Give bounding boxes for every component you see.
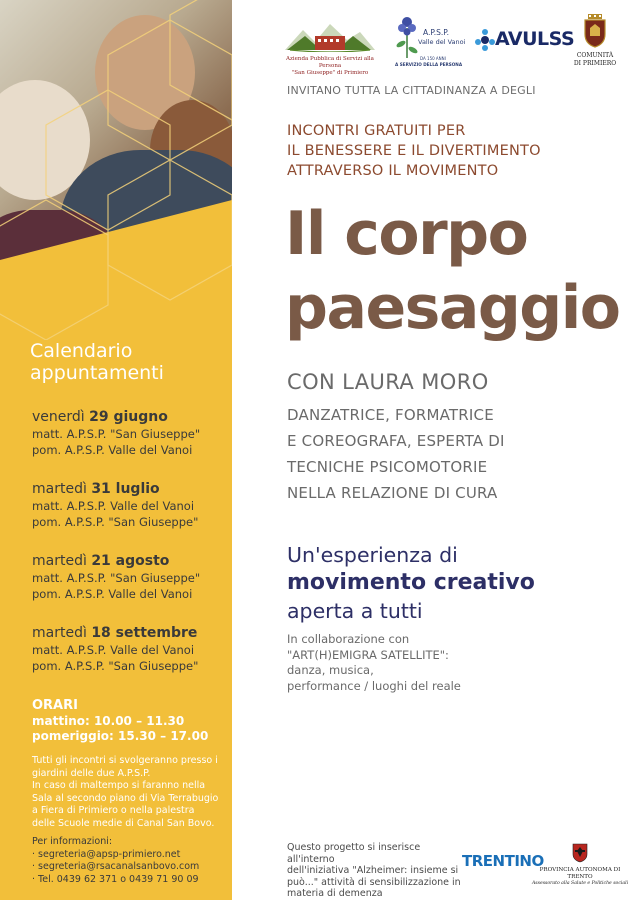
project-line: materia di demenza [287,888,383,899]
subtitle-line: IL BENESSERE E IL DIVERTIMENTO [287,143,541,159]
venue-note [32,755,232,830]
event-date: venerdì 29 giugno [32,409,168,425]
note-line: In caso di maltempo si faranno nella [32,780,206,791]
main-title [285,197,620,345]
mountain-building-icon [285,20,375,52]
experience-headline [287,541,535,625]
logo-text: COMUNITÀ [576,52,614,59]
title-line: Il corpo [285,199,528,269]
headline-line: Un'esperienza di [287,543,458,567]
coat-of-arms-icon [582,14,608,48]
collab-line: danza, musica, [287,663,374,677]
bio-line: TECNICHE PSICOMOTORIE [287,458,488,476]
event-date: martedì 21 agosto [32,553,170,569]
project-line: dell'iniziativa "Alzheimer: insieme si [287,865,459,876]
note-line: giardini delle due A.P.S.P. [32,767,151,779]
avulss-logo [475,27,575,57]
bio-line: NELLA RELAZIONE DI CURA [287,484,498,502]
collab-line: In collaborazione con [287,632,410,646]
eagle-shield-icon [572,843,588,863]
contact-email[interactable]: · segreteria@apsp-primiero.net [32,848,181,860]
project-line: Questo progetto si inserisce all'interno [287,842,421,865]
note-line: Tutti gli incontri si svolgeranno presso i [32,755,218,766]
headline-line: movimento creativo [287,570,535,595]
title-line: paesaggio [285,273,620,343]
calendar-title-line: Calendario [30,340,133,362]
invitation-line: INVITANO TUTTA LA CITTADINANZA A DEGLI [287,84,536,97]
event-afternoon: pom. A.P.S.P. "San Giuseppe" [32,659,199,673]
provincia-trento-logo [530,843,630,887]
hexagon-pattern [0,0,232,340]
comunita-primiero-logo [560,14,630,67]
event-afternoon: pom. A.P.S.P. "San Giuseppe" [32,515,199,529]
contact-phone[interactable]: · Tel. 0439 62 371 o 0439 71 90 09 [32,873,199,885]
note-line: Sala al secondo piano di Via Terrabugio [32,792,219,804]
avulss-mark-icon [475,29,495,51]
trentino-logo: TRENTINO [462,852,544,870]
note-line: a Fiera di Primiero o nella palestra [32,805,195,816]
event-morning: matt. A.P.S.P. Valle del Vanoi [32,643,195,657]
event-entry [32,552,227,602]
project-note [287,842,467,900]
collab-line: "ART(H)EMIGRA SATELLITE": [287,647,449,662]
bio-line: DANZATRICE, FORMATRICE [287,406,494,424]
collab-line: performance / luoghi del reale [287,678,461,693]
contact-email[interactable]: · segreteria@rsacanalsanbovo.com [32,861,200,872]
event-entry [32,408,227,458]
provincia-name: PROVINCIA AUTONOMA DI TRENTO [539,867,621,880]
logo-text: Valle del Vanoi [418,38,466,46]
event-morning: matt. A.P.S.P. "San Giuseppe" [32,427,201,441]
collaboration-note [287,632,461,694]
hours-label: ORARI [32,698,78,713]
logo-text: DI PRIMIERO [573,59,617,67]
speaker-bio [287,402,505,506]
event-morning: matt. A.P.S.P. "San Giuseppe" [32,571,201,585]
speaker-name: CON LAURA MORO [287,370,489,394]
event-date: martedì 18 settembre [32,625,198,641]
event-afternoon: pom. A.P.S.P. Valle del Vanoi [32,587,193,601]
logo-caption: Azienda Pubblica di Servizi alla Persona [286,56,374,69]
flower-icon [393,14,421,60]
subtitle-line: ATTRAVERSO IL MOVIMENTO [287,163,499,179]
event-afternoon: pom. A.P.S.P. Valle del Vanoi [32,443,193,457]
event-entry [32,624,227,674]
project-line: può..." attività di sensibilizzazione in [287,876,461,888]
calendar-title [30,340,220,384]
contact-info [32,836,232,886]
event-morning: matt. A.P.S.P. Valle del Vanoi [32,499,195,513]
logo-caption: "San Giuseppe" di Primiero [291,70,369,76]
provincia-dept: Assessorato alla Salute e Politiche sociali [531,881,629,886]
hours-afternoon: pomeriggio: 15.30 – 17.00 [32,729,209,743]
logo-text: A SERVIZIO DELLA PERSONA [395,62,463,67]
contact-label: Per informazioni: [32,836,113,847]
apsp-san-giuseppe-logo [285,20,375,77]
event-entry [32,480,227,530]
note-line: delle Scuole medie di Canal San Bovo. [32,817,215,829]
headline-line: aperta a tutti [287,599,423,623]
event-date: martedì 31 luglio [32,481,160,497]
partner-logos [280,12,630,77]
schedule-hours [32,697,227,744]
logo-text: DA 150 ANNI [420,56,446,61]
logo-text: A.P.S.P. [423,28,450,37]
bio-line: E COREOGRAFA, ESPERTA DI [287,432,505,450]
apsp-vanoi-logo [393,14,488,72]
subtitle-line: INCONTRI GRATUITI PER [287,123,466,139]
calendar-title-line: appuntamenti [30,362,164,384]
event-subtitle [287,121,541,181]
avulss-wordmark: AVULSS [495,28,575,50]
hours-morning: mattino: 10.00 – 11.30 [32,714,185,728]
